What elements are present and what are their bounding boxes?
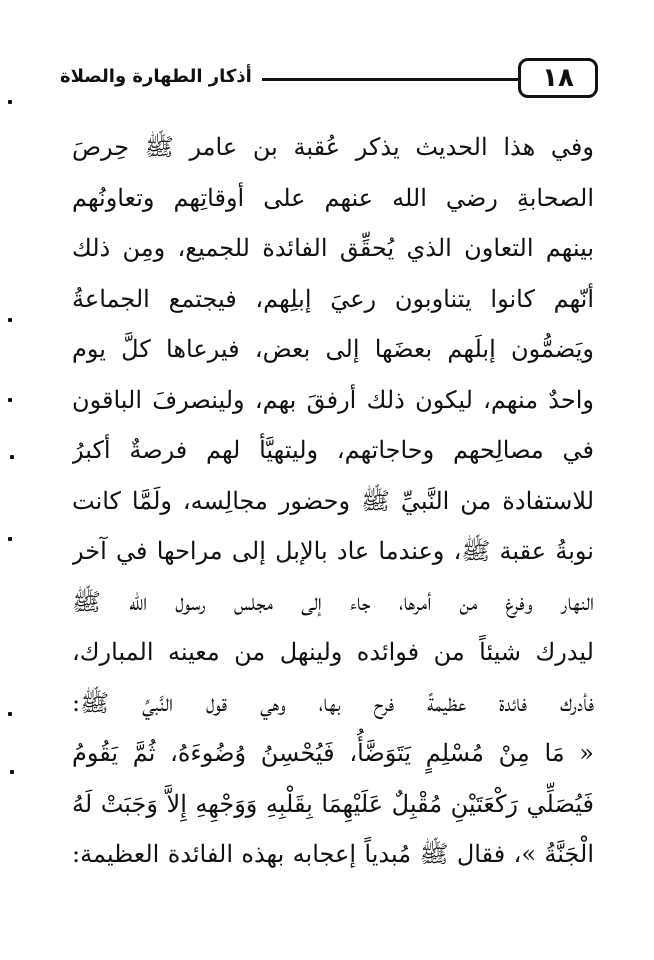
text-line: ليدرك شيئاً من فوائده ولينهل من معينه المبارك، — [72, 638, 594, 666]
header-rule — [262, 78, 518, 81]
scan-speck — [8, 100, 12, 104]
text-line: بينهم التعاون الذي يُحقِّق الفائدة للجميع، ومِن ذلك — [72, 234, 594, 262]
text-line: النهار وفرغ من أمرها، جاء إلى مجلس رسول الله ﷺ — [72, 587, 594, 616]
text-line: ويَضمُّون إبلَهم بعضَها إلى بعض، فيرعاها كلَّ يوم — [72, 335, 594, 363]
text-line: نوبةُ عقبة ﷺ، وعندما عاد بالإبل إلى مراحها في آخر — [72, 537, 594, 565]
scan-speck — [8, 537, 12, 541]
text-line: الْجَنَّةُ »، فقال ﷺ مُبدياً إعجابه بهذه الفائدة العظيمة: — [72, 840, 594, 868]
text-line: للاستفادة من النَّبيِّ ﷺ وحضور مجالِسه، ولَمَّا كانت — [72, 486, 594, 515]
hadith-line: فَيُصَلِّي رَكْعَتَيْنِ مُقْبِلٌ عَلَيْهِمَا بِقَلْبِهِ وَوَجْهِهِ إِلاَّ وَجَبَتْ لَهُ — [72, 789, 594, 818]
text-line: فأدرك فائدة عظيمةً فرح بها، وهي قول النَّبيِّ ﷺ: — [72, 688, 594, 717]
scan-speck — [10, 770, 14, 774]
text-line: وفي هذا الحديث يذكر عُقبة بن عامر ﷺ حِرصَ — [72, 133, 594, 161]
text-line: أنّهم كانوا يتناوبون رعيَ إبلِهم، فيجتمع الجماعةُ — [72, 284, 594, 313]
running-title: أذكار الطهارة والصلاة — [60, 66, 252, 87]
scan-speck — [8, 712, 12, 716]
text-line: واحدٌ منهم، ليكون ذلك أرفقَ بهم، ولينصرفَ الباقون — [72, 385, 594, 414]
scan-speck — [10, 455, 14, 459]
body-text — [72, 122, 594, 880]
scan-speck — [8, 398, 12, 402]
text-line: الصحابةِ رضي الله عنهم على أوقاتِهم وتعاونُهم — [72, 183, 594, 212]
page-header — [60, 56, 598, 104]
scan-speck — [8, 318, 12, 322]
hadith-line: « مَا مِنْ مُسْلِمٍ يَتَوَضَّأُ، فَيُحْسِنُ وُضُوءَهُ، ثُمَّ يَقُومُ — [72, 739, 594, 767]
text-line: في مصالِحهم وحاجاتهم، وليتهيَّأ لهم فرصةٌ أكبرُ — [72, 436, 594, 464]
page-number: ١٨ — [518, 58, 598, 98]
